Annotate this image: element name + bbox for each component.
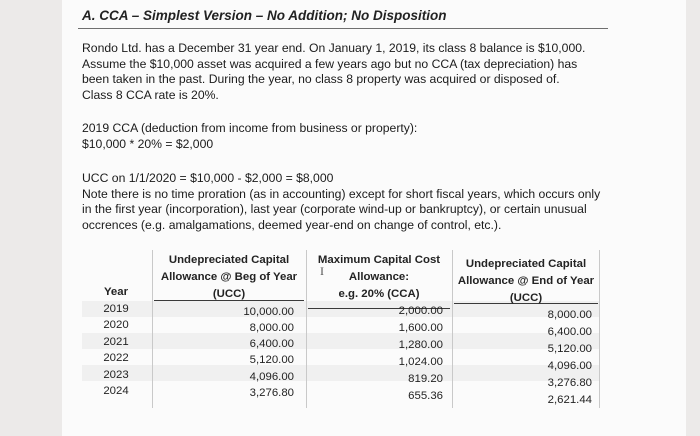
heading-underline [78, 28, 608, 29]
column-divider [599, 250, 600, 408]
header-line: e.g. 20% (CCA) [338, 288, 420, 300]
cca-cell: 1,024.00 [398, 356, 443, 368]
ucc-line: UCC on 1/1/2020 = $10,000 - $2,000 = $8,000 [82, 171, 334, 185]
year-cell: 2020 [103, 319, 129, 331]
column-divider [452, 250, 453, 408]
ucc-beg-cell: 6,400.00 [249, 338, 294, 350]
year-cell: 2022 [103, 352, 129, 364]
section-heading: A. CCA – Simplest Version – No Addition; No Disposition [82, 8, 447, 23]
intro-line: been taken in the past. During the year, no class 8 property was acquired or disposed of. [82, 72, 560, 87]
ucc-beg-cell: 3,276.80 [249, 387, 294, 399]
cca-line: $10,000 * 20% = $2,000 [82, 136, 214, 151]
column-divider [152, 250, 153, 408]
header-year: Year [103, 286, 129, 298]
intro-line: Rondo Ltd. has a December 31 year end. On January 1, 2019, its class 8 balance is $10,000. [82, 41, 586, 55]
cca-paragraph [82, 121, 417, 152]
ucc-line: occrences (e.g. amalgamations, deemed year-end on change of control, etc.). [82, 217, 502, 232]
cca-cell: 1,280.00 [398, 339, 443, 351]
header-ucc-beg [156, 252, 302, 303]
year-cell: 2024 [103, 385, 129, 397]
cca-cell: 2,000.00 [398, 305, 443, 317]
ucc-beg-cell: 8,000.00 [249, 322, 294, 334]
header-line: Allowance: [348, 271, 410, 283]
header-max-cca [308, 252, 450, 303]
ucc-beg-cell: 10,000.00 [243, 306, 294, 318]
header-line: Maximum Capital Cost [317, 254, 441, 266]
header-ucc-end [454, 256, 598, 307]
cca-schedule-table [82, 250, 602, 410]
header-line: Undepreciated Capital [465, 258, 587, 270]
column-divider [306, 250, 307, 408]
ucc-beg-cell: 4,096.00 [249, 371, 294, 383]
cca-cell: 655.36 [408, 390, 443, 402]
intro-paragraph [82, 41, 585, 103]
header-line: (UCC) [509, 292, 543, 304]
year-cell: 2023 [103, 369, 129, 381]
ucc-line: in the first year (incorporation), last year (corporate wind-up or bankruptcy), or certain unusual [82, 202, 587, 217]
ucc-end-cell: 8,000.00 [547, 309, 592, 321]
header-line: Allowance @ Beg of Year [160, 271, 298, 283]
ucc-end-cell: 6,400.00 [547, 326, 592, 338]
year-cell: 2019 [103, 303, 129, 315]
ucc-end-cell: 4,096.00 [547, 360, 592, 372]
year-cell: 2021 [103, 336, 129, 348]
intro-line: Class 8 CCA rate is 20%. [82, 87, 219, 102]
header-line: Undepreciated Capital [168, 254, 290, 266]
header-line: (UCC) [212, 288, 246, 300]
intro-line: Assume the $10,000 asset was acquired a few years ago but no CCA (tax depreciation) has [82, 56, 578, 71]
text-cursor-icon: I [320, 264, 324, 278]
ucc-end-cell: 3,276.80 [547, 377, 592, 389]
ucc-beg-cell: 5,120.00 [249, 354, 294, 366]
ucc-end-cell: 2,621.44 [547, 394, 592, 406]
cca-cell: 1,600.00 [398, 322, 443, 334]
cca-cell: 819.20 [408, 373, 443, 385]
cca-line: 2019 CCA (deduction from income from business or property): [82, 121, 418, 135]
ucc-paragraph [82, 171, 600, 233]
header-line: Allowance @ End of Year [457, 275, 595, 287]
ucc-end-cell: 5,120.00 [547, 343, 592, 355]
ucc-line: Note there is no time proration (as in accounting) except for short fiscal years, which occurs only [82, 186, 601, 201]
